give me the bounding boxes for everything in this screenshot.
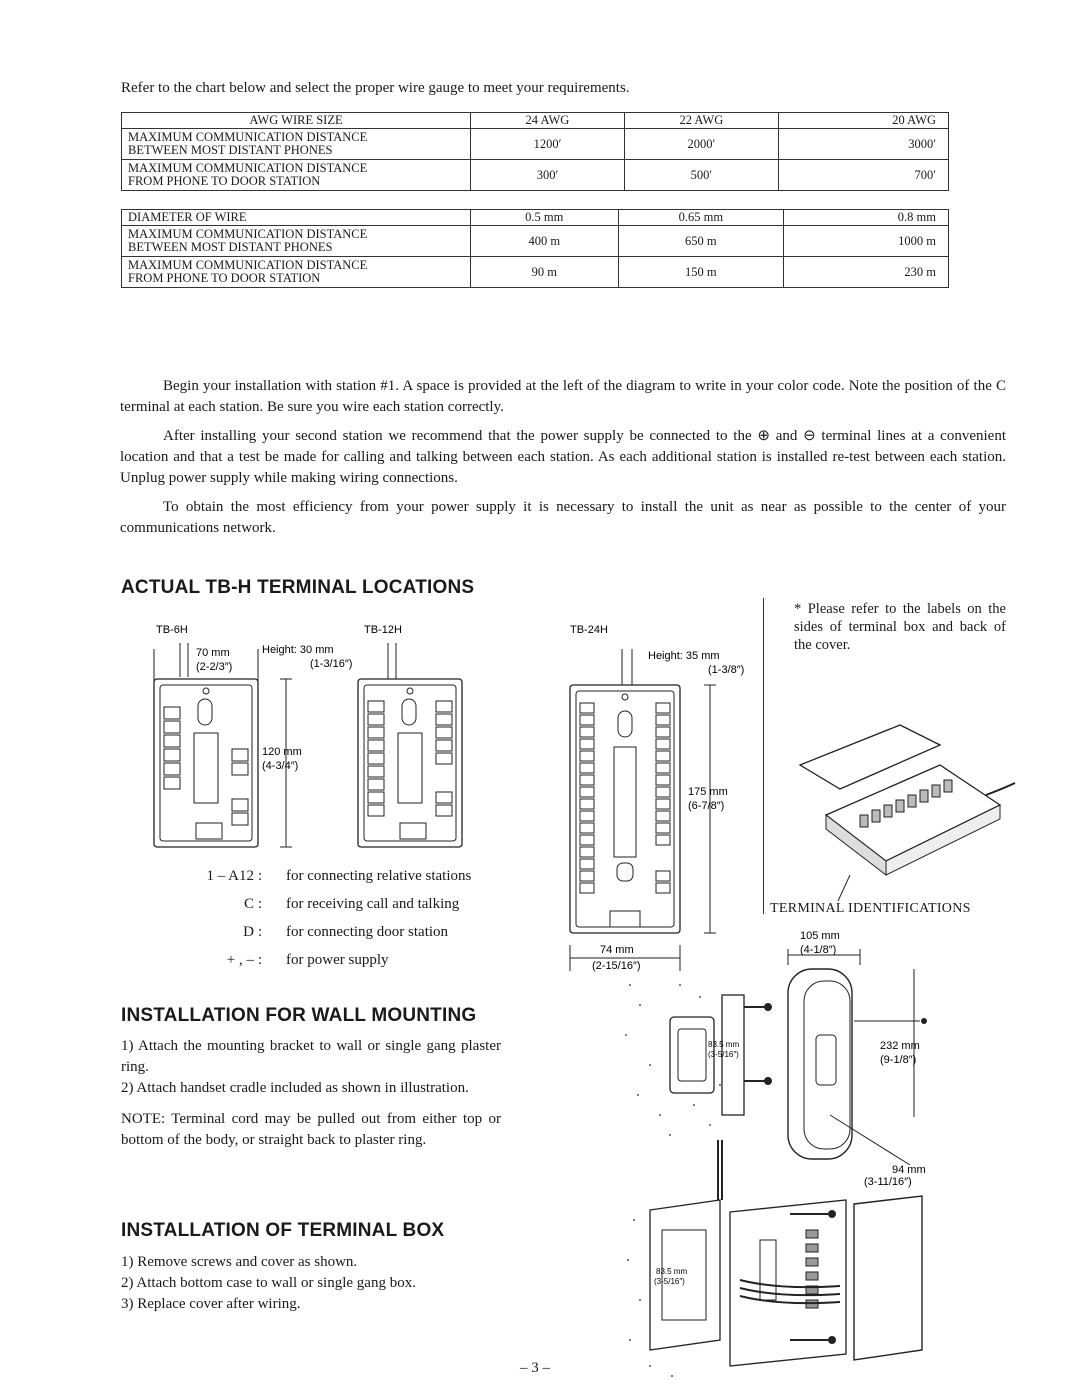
legend-text: for connecting relative stations: [286, 868, 472, 884]
metric-table: [121, 209, 949, 288]
legend-colon: :: [258, 868, 263, 884]
awg-table: [121, 112, 949, 191]
legend-symbol: C: [243, 896, 254, 912]
tb24h-length: 175 mm: [688, 786, 728, 798]
paragraph: To obtain the most efficiency from your power supply it is necessary to install the unit as near as possible to the center of your communications network.: [120, 499, 1006, 536]
phone-height-in: (9-1/8″): [880, 1054, 917, 1066]
legend-row: [118, 918, 518, 946]
awg-header-22: 22 AWG: [624, 113, 778, 129]
body-paragraphs: [120, 376, 1006, 539]
list-item: 1) Remove screws and cover as shown.: [121, 1254, 358, 1270]
table-cell: 1200′: [471, 129, 625, 160]
tb24h-width-in: (2-15/16″): [592, 960, 641, 972]
tb24h-label: TB-24H: [570, 624, 608, 636]
box-height-in: (3-5/16″): [654, 1277, 685, 1286]
legend-colon: :: [258, 952, 263, 968]
awg-header-24: 24 AWG: [471, 113, 625, 129]
tb12h-label: TB-12H: [364, 624, 402, 636]
table-row-label: MAXIMUM COMMUNICATION DISTANCE BETWEEN MOST DISTANT PHONES: [122, 226, 471, 257]
table-cell: 1000 m: [784, 226, 949, 257]
tb6h-tb12h-diagram: [140, 615, 480, 855]
legend-symbol: D: [243, 924, 254, 940]
list-item: 2) Attach handset cradle included as shown in illustration.: [121, 1080, 469, 1096]
terminal-box-heading: INSTALLATION OF TERMINAL BOX: [121, 1220, 445, 1241]
list-item: 2) Attach bottom case to wall or single gang box.: [121, 1275, 416, 1291]
tb6h-width: 70 mm: [196, 647, 230, 659]
box-height: 83.5 mm: [656, 1267, 688, 1276]
metric-header-08: 0.8 mm: [784, 210, 949, 226]
terminal-box-steps: [121, 1252, 501, 1315]
tb6h-label: TB-6H: [156, 624, 188, 636]
table-cell: 150 m: [618, 257, 784, 288]
list-item: 1) Attach the mounting bracket to wall or single gang plaster ring.: [121, 1038, 501, 1075]
table-cell: 650 m: [618, 226, 784, 257]
table-cell: 300′: [471, 160, 625, 191]
tb24h-height: Height: 35 mm: [648, 650, 720, 662]
legend-symbol: 1 – A12: [206, 868, 254, 884]
table-cell: 500′: [624, 160, 778, 191]
bracket-height-in: (3-5/16″): [708, 1050, 739, 1059]
terminal-locations-heading: ACTUAL TB-H TERMINAL LOCATIONS: [121, 577, 475, 598]
table-cell: 3000′: [778, 129, 948, 160]
legend-row: [118, 890, 518, 918]
terminal-box-install-illustration: [610, 1140, 940, 1385]
awg-header-label: AWG WIRE SIZE: [122, 113, 471, 129]
page-number: – 3 –: [520, 1360, 550, 1376]
terminal-identifications: TERMINAL IDENTIFICATIONS: [770, 901, 971, 916]
wall-mounting-steps: [121, 1036, 501, 1151]
tb24h-diagram: [560, 615, 770, 975]
table-cell: 2000′: [624, 129, 778, 160]
table-cell: 700′: [778, 160, 948, 191]
metric-header-label: DIAMETER OF WIRE: [122, 210, 471, 226]
metric-header-065: 0.65 mm: [618, 210, 784, 226]
legend-row: [118, 946, 518, 974]
phone-width: 105 mm: [800, 930, 840, 942]
legend-text: for receiving call and talking: [286, 896, 460, 912]
table-cell: 400 m: [471, 226, 619, 257]
paragraph: Begin your installation with station #1. A space is provided at the left of the diagram to write in your color code. Note the position of the C terminal at each station. Be sure you wire each station correctly.: [120, 378, 1006, 415]
labels-note: * Please refer to the labels on the sides of terminal box and back of the cover.: [794, 601, 1006, 653]
wall-note: NOTE: Terminal cord may be pulled out from either top or bottom of the body, or straight back to plaster ring.: [121, 1111, 501, 1148]
list-item: 3) Replace cover after wiring.: [121, 1296, 301, 1312]
legend-row: [118, 862, 518, 890]
awg-header-20: 20 AWG: [778, 113, 948, 129]
table-cell: 230 m: [784, 257, 949, 288]
tb6h-width-in: (2-2/3″): [196, 661, 233, 673]
legend-text: for connecting door station: [286, 924, 449, 940]
table-cell: 90 m: [471, 257, 619, 288]
tb24h-width: 74 mm: [600, 944, 634, 956]
terminal-box-illustration: [790, 665, 1015, 890]
phone-depth-in: (3-11/16″): [864, 1176, 912, 1188]
legend-colon: :: [258, 924, 263, 940]
tb24h-height-in: (1-3/8″): [708, 664, 745, 676]
tb-small-height: Height: 30 mm: [262, 644, 334, 656]
legend-colon: :: [258, 896, 263, 912]
tb24h-length-in: (6-7/8″): [688, 800, 725, 812]
table-row-label: MAXIMUM COMMUNICATION DISTANCE FROM PHONE TO DOOR STATION: [122, 257, 471, 288]
tb-small-height-in: (1-3/16″): [310, 658, 353, 670]
paragraph: After installing your second station we recommend that the power supply be connected to the ⊕ and ⊖ terminal lines at a convenient location and that a test be made for calling and talking between each station. As each additional station is installed re-test between each station. Unplug power supply while making wiring connections.: [120, 428, 1006, 486]
legend-text: for power supply: [286, 952, 389, 968]
phone-depth: 94 mm: [892, 1164, 926, 1176]
tb-small-length-in: (4-3/4″): [262, 760, 299, 772]
metric-header-05: 0.5 mm: [471, 210, 619, 226]
terminal-legend: [118, 862, 518, 974]
intro-text: Refer to the chart below and select the proper wire gauge to meet your requirements.: [121, 80, 630, 96]
bracket-height: 83.5 mm: [708, 1040, 740, 1049]
wall-mounting-heading: INSTALLATION FOR WALL MOUNTING: [121, 1005, 477, 1026]
tb-small-length: 120 mm: [262, 746, 302, 758]
table-row-label: MAXIMUM COMMUNICATION DISTANCE BETWEEN MOST DISTANT PHONES: [122, 129, 471, 160]
legend-symbol: + , –: [226, 952, 254, 968]
table-row-label: MAXIMUM COMMUNICATION DISTANCE FROM PHONE TO DOOR STATION: [122, 160, 471, 191]
phone-width-in: (4-1/8″): [800, 944, 837, 956]
phone-height: 232 mm: [880, 1040, 920, 1052]
